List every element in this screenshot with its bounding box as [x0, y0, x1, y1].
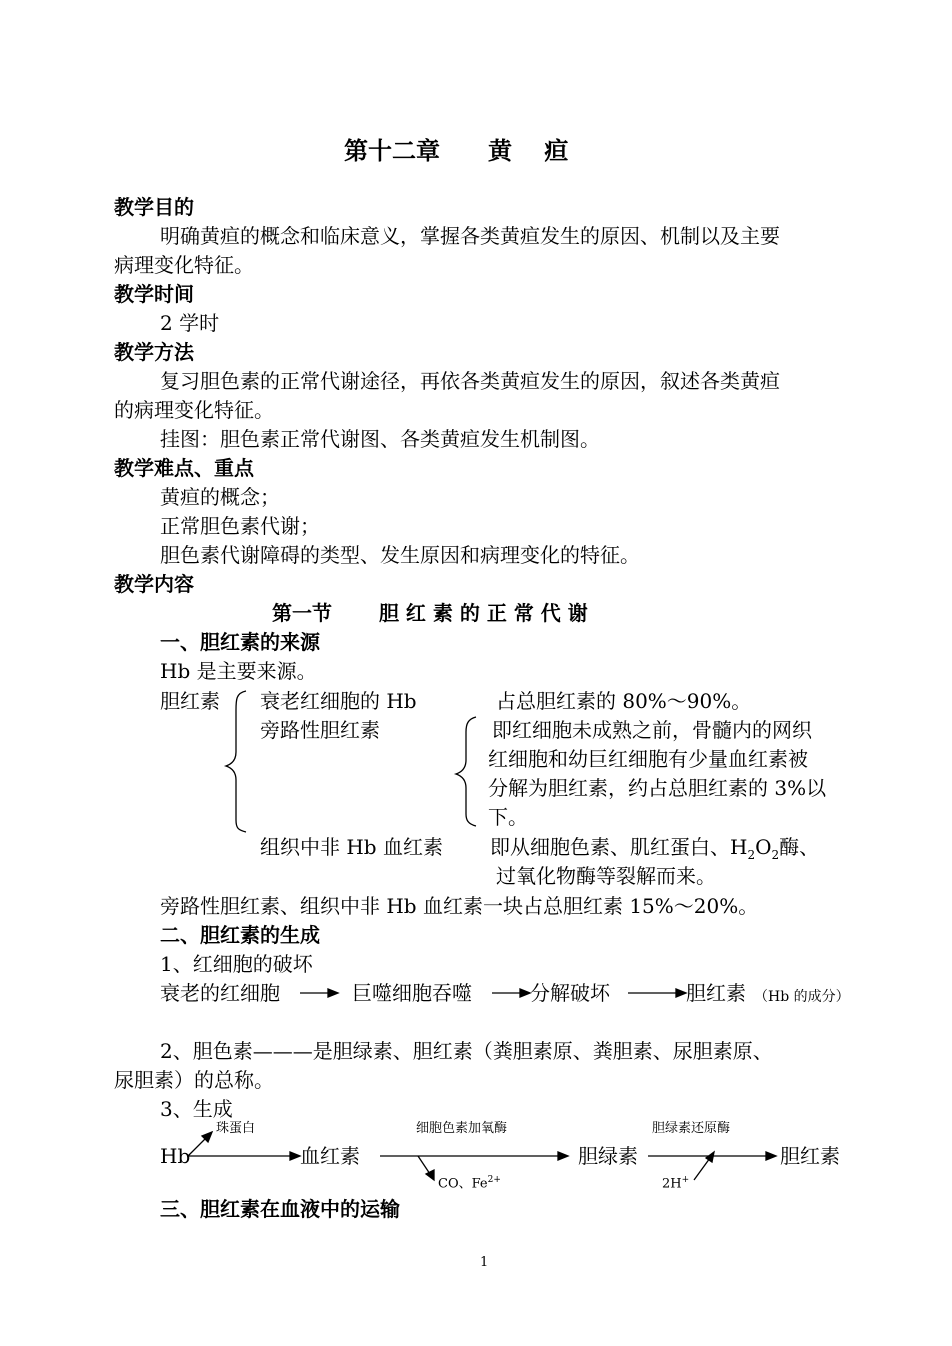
content-heading: 教学内容: [114, 572, 194, 596]
method-heading: 教学方法: [114, 340, 194, 364]
sub1-intro: Hb 是主要来源。: [160, 659, 317, 683]
difficulty-item: 黄疸的概念；: [160, 485, 280, 509]
source-desc: 占总胆红素的 80%～90%。: [496, 689, 752, 713]
sub1-heading: 一、胆红素的来源: [160, 630, 320, 654]
time-heading: 教学时间: [114, 282, 194, 306]
source-name: 旁路性胆红素: [260, 718, 380, 742]
pathway-enzyme: 胆绿素还原酶: [652, 1121, 731, 1136]
section-title: 第一节 胆 红 素 的 正 常 代 谢: [272, 601, 588, 625]
arrow-icon: [188, 1132, 212, 1156]
bilirubin-label: 胆红素: [160, 689, 220, 713]
bile-pigment-def: 2、胆色素———是胆绿素、胆红素（粪胆素原、粪胆素、尿胆素原、: [160, 1039, 773, 1063]
arrow-icon: [380, 1152, 568, 1160]
flow-note: （Hb 的成分）: [754, 989, 850, 1005]
chapter-title: 第十二章 黄 疸: [344, 136, 569, 165]
pathway-hb: Hb: [160, 1144, 191, 1168]
source-desc: 分解为胆红素，约占总胆红素的 3%以: [488, 776, 827, 800]
method-text-cont: 的病理变化特征。: [114, 398, 274, 422]
source-name: 组织中非 Hb 血红素: [260, 835, 443, 859]
sub2-heading: 二、胆红素的生成: [160, 923, 320, 947]
method-charts: 挂图：胆色素正常代谢图、各类黄疸发生机制图。: [160, 427, 600, 451]
objective-text: 明确黄疸的概念和临床意义，掌握各类黄疸发生的原因、机制以及主要: [160, 224, 780, 248]
pathway-biliverdin: 胆绿素: [578, 1144, 638, 1168]
pathway-byproduct: CO、$Fe^{2+}$: [438, 1175, 501, 1192]
source-desc: 红细胞和幼巨红细胞有少量血红素被: [488, 747, 808, 771]
source-desc: 下。: [488, 805, 528, 829]
difficulty-item: 胆色素代谢障碍的类型、发生原因和病理变化的特征。: [160, 543, 640, 567]
flow-step: 胆红素: [686, 981, 746, 1005]
difficulty-item: 正常胆色素代谢；: [160, 514, 320, 538]
objective-heading: 教学目的: [114, 195, 194, 219]
arrow-icon: [188, 1152, 300, 1160]
pathway-cofactor: 2H+: [662, 1175, 690, 1192]
source-name: 衰老红细胞的 Hb: [260, 689, 417, 713]
flow-step: 巨噬细胞吞噬: [352, 981, 472, 1005]
time-text: 2 学时: [160, 311, 220, 335]
pathway-heme: 血红素: [300, 1144, 360, 1168]
pathway-enzyme: 细胞色素加氧酶: [416, 1121, 508, 1136]
sub1-summary: 旁路性胆红素、组织中非 Hb 血红素一块占总胆红素 15%～20%。: [160, 894, 759, 918]
objective-text-cont: 病理变化特征。: [114, 253, 254, 277]
method-text: 复习胆色素的正常代谢途径，再依各类黄疸发生的原因，叙述各类黄疸: [160, 369, 780, 393]
pathway-bilirubin: 胆红素: [780, 1144, 840, 1168]
source-desc: 即红细胞未成熟之前，骨髓内的网织: [492, 718, 812, 742]
source-desc: 即从细胞色素、肌红蛋白、$H_2O_2$酶、: [490, 835, 820, 862]
difficulty-heading: 教学难点、重点: [114, 456, 254, 480]
flow-step: 衰老的红细胞: [160, 981, 280, 1005]
generation-heading: 3、生成: [160, 1097, 233, 1121]
pathway-globin: 珠蛋白: [216, 1121, 256, 1136]
source-desc: 过氧化物酶等裂解而来。: [496, 864, 716, 888]
flow-step: 分解破坏: [530, 981, 610, 1005]
sub3-heading: 三、胆红素在血液中的运输: [160, 1197, 400, 1221]
bile-pigment-def-cont: 尿胆素）的总称。: [114, 1068, 274, 1092]
arrow-icon: [418, 1156, 434, 1180]
page-number: 1: [480, 1255, 489, 1270]
rbc-heading: 1、红细胞的破坏: [160, 952, 313, 976]
